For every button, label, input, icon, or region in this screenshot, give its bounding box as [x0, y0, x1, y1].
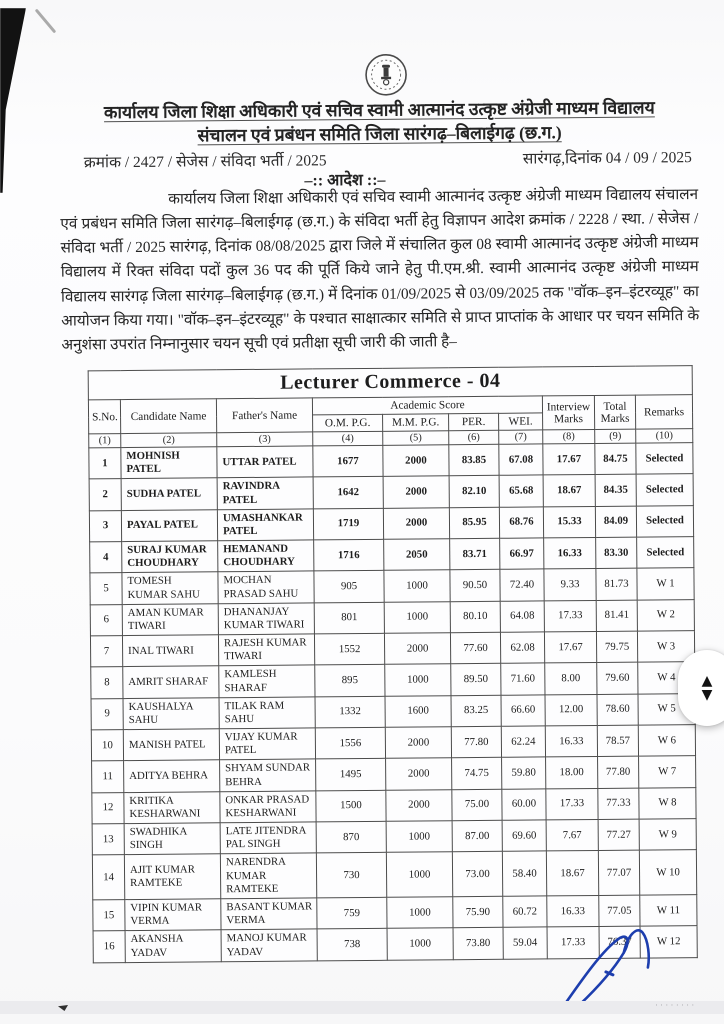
cell-remark: W 8 — [639, 787, 696, 819]
cell-remark: W 6 — [638, 725, 695, 757]
cell-father: BASANT KUMAR VERMA — [221, 898, 317, 930]
col-header-total: Total Marks — [594, 395, 635, 429]
cell-wei: 65.68 — [499, 475, 543, 507]
cell-father: RAJESH KUMAR TIWARI — [218, 634, 314, 666]
cell-per: 80.10 — [450, 601, 500, 633]
cell-father: NARENDRA KUMAR RAMTEKE — [220, 853, 316, 898]
cell-interview: 17.33 — [546, 788, 598, 820]
cell-mm_pg: 2000 — [383, 507, 449, 539]
table-row — [92, 756, 696, 793]
office-title-line1: कार्यालय जिला शिक्षा अधिकारी एवं सचिव स्वामी आत्मानंद उत्कृष्ट अंग्रेजी माध्यम विद्यालय — [103, 97, 655, 123]
order-body-paragraph: कार्यालय जिला शिक्षा अधिकारी एवं सचिव स्वामी आत्मानंद उत्कृष्ट अंग्रेजी माध्यम विद्यालय संचालन एवं प्रबंधन समिति जिला सारंगढ़–बिलाईगढ़ (छ.ग.) के संविदा भर्ती हेतु विज्ञापन आदेश क्रमांक / 2228 / स्था. / सेजेस / संविदा भर्ती / 2025 सारंगढ़, दिनांक 08/08/2025 द्वारा जिले में संचालित कुल 08 स्वामी आत्मानंद उत्कृष्ट अंग्रेजी माध्यम विद्यालय में रिक्त संविदा पदों कुल 36 पद की पूर्ति किये जाने हेतु पी.एम.श्री. स्वामी आत्मानंद उत्कृष्ट अंग्रेजी माध्यम विद्यालय सारंगढ़ जिला सारंगढ़–बिलाईगढ़ (छ.ग.) में दिनांक 01/09/2025 से 03/09/2025 तक "वॉक–इन–इंटरव्यूह" का आयोजन किया गया। "वॉक–इन–इंटरव्यूह" के पश्चात साक्षात्कार समिति से प्राप्त प्राप्तांक के आधार पर चयन समिति के अनुशंसा उपरांत निम्नानुसार चयन सूची एवं प्रतीक्षा सूची जारी की जाती है– — [60, 186, 700, 354]
cell-total: 77.05 — [599, 895, 640, 927]
cell-sno: 8 — [91, 667, 123, 699]
cell-mm_pg: 1000 — [384, 570, 450, 602]
cell-wei: 62.24 — [501, 726, 545, 758]
cell-remark: Selected — [636, 505, 693, 537]
table-row — [92, 787, 696, 824]
cell-wei: 67.08 — [499, 444, 543, 476]
cell-remark: W 12 — [640, 926, 697, 958]
cell-candidate: VIPIN KUMAR VERMA — [125, 899, 221, 931]
cell-om_pg: 1716 — [314, 539, 384, 571]
cell-father: KAMLESH SHARAF — [219, 665, 315, 697]
cell-sno: 13 — [92, 824, 124, 856]
cell-wei: 71.60 — [501, 663, 545, 695]
cell-candidate: AMRIT SHARAF — [123, 666, 219, 698]
cell-om_pg: 1642 — [313, 477, 383, 509]
cell-wei: 66.60 — [501, 695, 545, 727]
cell-candidate: ADITYA BEHRA — [124, 760, 220, 792]
cell-wei: 68.76 — [499, 507, 543, 539]
table-row — [91, 725, 695, 762]
cell-interview: 16.33 — [544, 537, 596, 569]
place-and-date: सारंगढ़,दिनांक 04 / 09 / 2025 — [522, 149, 692, 168]
cell-wei: 59.04 — [503, 927, 547, 959]
cell-mm_pg: 1000 — [386, 852, 452, 897]
cell-interview: 7.67 — [546, 820, 598, 852]
cell-candidate: KAUSHALYA SAHU — [123, 698, 219, 730]
cell-sno: 7 — [90, 636, 122, 668]
cell-sno: 5 — [90, 573, 122, 605]
cell-father: VIJAY KUMAR PATEL — [219, 728, 315, 760]
cell-wei: 59.80 — [502, 757, 546, 789]
col-header-mm-pg: M.M. P.G. — [383, 414, 449, 432]
cell-father: UTTAR PATEL — [217, 446, 313, 478]
cell-remark: Selected — [636, 443, 693, 475]
cell-total: 81.73 — [596, 568, 637, 600]
cell-per: 90.50 — [450, 570, 500, 602]
cell-father: TILAK RAM SAHU — [219, 697, 315, 729]
column-number: (3) — [217, 432, 313, 447]
column-number: (4) — [313, 431, 383, 446]
cell-father: SHYAM SUNDAR BEHRA — [220, 759, 316, 791]
col-header-interview: Interview Marks — [542, 395, 594, 429]
cell-total: 77.80 — [598, 757, 639, 789]
cell-interview: 15.33 — [543, 506, 595, 538]
col-header-wei: WEI. — [499, 413, 543, 430]
cell-wei: 72.40 — [500, 569, 544, 601]
cell-remark: Selected — [636, 474, 693, 506]
cell-total: 79.75 — [596, 631, 637, 663]
cell-candidate: KRITIKA KESHARWANI — [124, 792, 220, 824]
cell-per: 75.90 — [453, 896, 503, 928]
cell-mm_pg: 2000 — [386, 758, 452, 790]
cell-total: 78.57 — [597, 725, 638, 757]
cell-mm_pg: 2000 — [385, 727, 451, 759]
cell-father: LATE JITENDRA PAL SINGH — [220, 822, 316, 854]
cell-total: 84.09 — [595, 506, 636, 538]
cell-per: 83.25 — [451, 695, 501, 727]
cell-interview: 12.00 — [545, 694, 597, 726]
cell-per: 82.10 — [449, 476, 499, 508]
cell-om_pg: 759 — [317, 897, 387, 929]
cell-interview: 9.33 — [544, 569, 596, 601]
cell-per: 83.85 — [449, 444, 499, 476]
column-number: (7) — [499, 430, 543, 444]
cell-remark: W 3 — [637, 631, 694, 663]
cell-remark: W 2 — [637, 599, 694, 631]
cell-wei: 60.00 — [502, 789, 546, 821]
col-header-father: Father's Name — [216, 398, 312, 433]
cell-total: 77.07 — [598, 851, 639, 896]
col-header-remarks: Remarks — [635, 395, 692, 429]
cell-candidate: PAYAL PATEL — [121, 509, 217, 541]
cell-candidate: MOHNISH PATEL — [121, 447, 217, 479]
cell-per: 85.95 — [449, 507, 499, 539]
cell-candidate: SWADHIKA SINGH — [124, 823, 220, 855]
cell-remark: W 1 — [637, 568, 694, 600]
cell-interview: 18.00 — [546, 757, 598, 789]
cell-remark: Selected — [637, 537, 694, 569]
cell-om_pg: 895 — [315, 665, 385, 697]
cell-mm_pg: 2000 — [386, 790, 452, 822]
cell-total: 84.75 — [595, 443, 636, 475]
table-row — [92, 819, 696, 856]
cell-per: 74.75 — [452, 758, 502, 790]
table-row — [90, 631, 694, 668]
cell-sno: 16 — [93, 931, 125, 963]
column-number: (1) — [89, 434, 121, 448]
col-header-academic-score: Academic Score — [312, 396, 542, 415]
cell-mm_pg: 2000 — [383, 476, 449, 508]
cell-father: RAVINDRA PATEL — [217, 477, 313, 509]
column-number: (2) — [121, 433, 217, 448]
cell-candidate: TOMESH KUMAR SAHU — [122, 572, 218, 604]
reference-number: क्रमांक / 2427 / सेजेस / संविदा भर्ती / 2025 — [83, 152, 327, 172]
cell-sno: 3 — [89, 510, 121, 542]
cell-candidate: AKANSHA YADAV — [125, 930, 221, 962]
cell-candidate: MANISH PATEL — [123, 729, 219, 761]
cell-sno: 11 — [92, 761, 124, 793]
table-row — [89, 474, 693, 511]
table-row — [89, 443, 693, 480]
cell-candidate: INAL TIWARI — [122, 635, 218, 667]
cell-sno: 4 — [90, 542, 122, 574]
office-title-line2: संचालन एवं प्रबंधन समिति जिला सारंगढ़–बिलाईगढ़ (छ.ग.) — [197, 122, 562, 146]
cell-interview: 17.33 — [547, 927, 599, 959]
cell-remark: W 11 — [640, 895, 697, 927]
cell-per: 75.00 — [452, 789, 502, 821]
cell-remark: W 4 — [638, 662, 695, 694]
column-number: (10) — [636, 429, 693, 443]
cell-om_pg: 1552 — [314, 633, 384, 665]
cell-remark: W 10 — [639, 850, 696, 895]
cell-interview: 16.33 — [547, 895, 599, 927]
cell-wei: 66.97 — [500, 538, 544, 570]
cell-om_pg: 905 — [314, 571, 384, 603]
column-number: (8) — [543, 429, 595, 443]
cell-mm_pg: 1000 — [385, 664, 451, 696]
cell-interview: 8.00 — [545, 663, 597, 695]
cell-om_pg: 870 — [316, 821, 386, 853]
table-row — [91, 693, 695, 730]
cell-interview: 17.67 — [544, 632, 596, 664]
cell-interview: 17.67 — [543, 443, 595, 475]
table-title: Lecturer Commerce - 04 — [88, 366, 692, 400]
cell-mm_pg: 2000 — [384, 633, 450, 665]
cell-mm_pg: 2050 — [384, 539, 450, 571]
cell-wei: 58.40 — [502, 851, 546, 896]
scroll-handle[interactable] — [678, 650, 724, 726]
column-number: (9) — [595, 429, 636, 443]
cell-wei: 60.72 — [503, 896, 547, 928]
cell-om_pg: 1332 — [315, 696, 385, 728]
table-row — [90, 537, 694, 574]
cell-total: 81.41 — [596, 600, 637, 632]
col-header-per: PER. — [449, 413, 499, 430]
cell-total: 78.60 — [597, 694, 638, 726]
cell-mm_pg: 1000 — [387, 928, 453, 960]
cell-sno: 12 — [92, 792, 124, 824]
cell-total: 77.27 — [598, 819, 639, 851]
cell-candidate: SURAJ KUMAR CHOUDHARY — [122, 541, 218, 573]
cell-per: 73.80 — [453, 928, 503, 960]
cell-candidate: AJIT KUMAR RAMTEKE — [124, 854, 220, 899]
cell-om_pg: 1556 — [315, 727, 385, 759]
cell-wei: 69.60 — [502, 820, 546, 852]
cell-remark: W 7 — [639, 756, 696, 788]
cell-sno: 2 — [89, 479, 121, 511]
cell-sno: 1 — [89, 448, 121, 480]
signature-ink — [544, 909, 675, 1010]
cell-remark: W 5 — [638, 693, 695, 725]
cell-sno: 14 — [92, 855, 124, 900]
column-number: (5) — [383, 431, 449, 446]
table-row — [91, 662, 695, 699]
cell-sno: 10 — [91, 730, 123, 762]
cell-total: 84.35 — [595, 474, 636, 506]
cell-mm_pg: 1000 — [384, 601, 450, 633]
cell-mm_pg: 1000 — [386, 821, 452, 853]
order-heading: –:: आदेश ::– — [304, 171, 386, 190]
cell-total: 76.37 — [599, 926, 640, 958]
table-row — [90, 568, 694, 605]
scroll-down-icon[interactable]: ▼ — [701, 686, 713, 703]
cell-wei: 62.08 — [500, 632, 544, 664]
cell-father: MOCHAN PRASAD SAHU — [218, 571, 314, 603]
cell-per: 89.50 — [451, 664, 501, 696]
cell-per: 83.71 — [450, 538, 500, 570]
col-header-sno: S.No. — [88, 400, 120, 434]
cell-mm_pg: 2000 — [383, 445, 449, 477]
cell-total: 79.60 — [597, 663, 638, 695]
next-page-edge-strip — [0, 1001, 724, 1014]
cell-om_pg: 1500 — [316, 790, 386, 822]
cell-candidate: AMAN KUMAR TIWARI — [122, 603, 218, 635]
cell-om_pg: 1677 — [313, 445, 383, 477]
cell-interview: 18.67 — [543, 475, 595, 507]
cell-om_pg: 730 — [316, 853, 386, 898]
cell-sno: 9 — [91, 698, 123, 730]
cell-interview: 18.67 — [546, 851, 598, 896]
cell-om_pg: 1719 — [313, 508, 383, 540]
cell-sno: 15 — [93, 900, 125, 932]
cell-father: UMASHANKAR PATEL — [217, 509, 313, 541]
cell-father: ONKAR PRASAD KESHARWANI — [220, 791, 316, 823]
table-row — [92, 850, 696, 900]
cell-father: DHANANJAY KUMAR TIWARI — [218, 603, 314, 635]
col-header-candidate: Candidate Name — [120, 399, 216, 434]
cell-father: MANOJ KUMAR YADAV — [221, 929, 317, 961]
cell-mm_pg: 1600 — [385, 695, 451, 727]
cell-total: 77.33 — [598, 788, 639, 820]
cell-remark: W 9 — [639, 819, 696, 851]
faint-scan-marks: '''''''' — [654, 1003, 696, 1011]
column-number: (6) — [449, 430, 499, 444]
cell-interview: 17.33 — [544, 600, 596, 632]
cell-per: 77.60 — [450, 632, 500, 664]
cell-wei: 64.08 — [500, 601, 544, 633]
selection-result-table — [88, 365, 698, 963]
cell-mm_pg: 1000 — [387, 897, 453, 929]
cell-om_pg: 738 — [317, 929, 387, 961]
scroll-up-icon[interactable]: ▲ — [701, 672, 713, 689]
cell-per: 87.00 — [452, 820, 502, 852]
cell-interview: 16.33 — [545, 726, 597, 758]
table-row — [89, 505, 693, 542]
cell-father: HEMANAND CHOUDHARY — [218, 540, 314, 572]
cell-per: 77.80 — [451, 726, 501, 758]
cell-om_pg: 801 — [314, 602, 384, 634]
col-header-om-pg: O.M. P.G. — [313, 414, 383, 432]
cell-per: 73.00 — [452, 852, 502, 897]
cell-om_pg: 1495 — [316, 759, 386, 791]
cell-sno: 6 — [90, 604, 122, 636]
table-row — [90, 599, 694, 636]
cell-total: 83.30 — [596, 537, 637, 569]
letterhead — [57, 95, 701, 150]
cell-candidate: SUDHA PATEL — [121, 478, 217, 510]
